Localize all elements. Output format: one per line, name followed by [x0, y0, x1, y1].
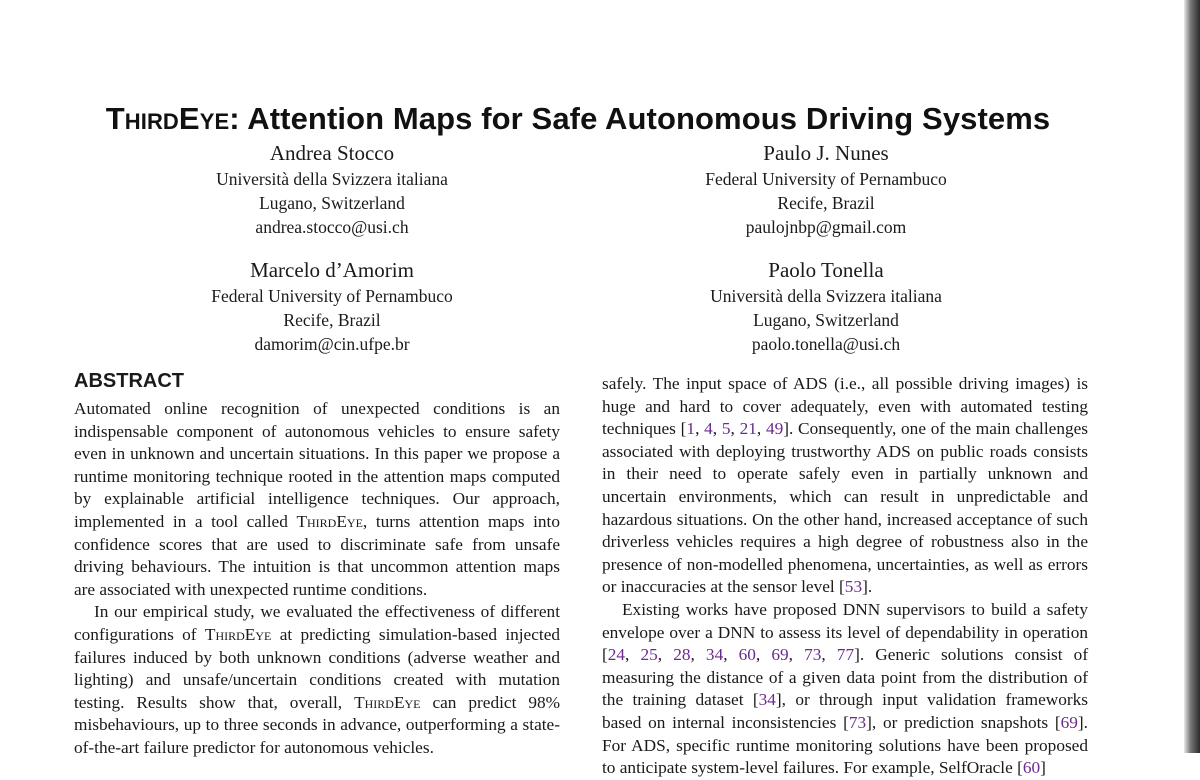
text-run: Existing works have proposed DNN supervisors to build a safety envelope over a DNN to assess its level of dependability in operation [ [602, 599, 1088, 665]
text-run: ]. [862, 577, 873, 597]
intro-paragraph-1: safely. The input space of ADS (i.e., all possible driving images) is huge and hard to cover adequately, even with automated testing techniques [1, 4, 5, 21, 49]. Consequently, one of the main challenges associated with deploying trustworthy ADS on public roads consists in their need to operate safely even in partially unknown and uncertain environments, which can result in unpredictable and hazardous situations. On the other hand, increased acceptance of such driverless vehicles requires a high degree of robustness also in the presence of non-modelled phenomena, uncertainties, as well as errors or inaccuracies at the sensor level [53]. [602, 374, 1089, 597]
text-run: Automated online recognition of unexpected conditions is an indispensable component of autonomous vehicles to ensure safety even in unknown and uncertain situations. In this paper we propose a runtime monitoring technique rooted in the attention maps computed by explainable artificial intelligence techniques. Our approach, implemented in a tool called [74, 399, 560, 531]
author-location: Recife, Brazil [283, 310, 381, 330]
author-affiliation: Università della Svizzera italiana [710, 286, 942, 306]
author-name: Andrea Stocco [269, 141, 395, 165]
text-run: ] [1040, 758, 1046, 778]
citation-link[interactable]: 49 [765, 419, 784, 439]
author-email: paulojnbp@gmail.com [745, 217, 907, 237]
abstract-paragraph-2 [74, 601, 560, 759]
author-email: andrea.stocco@usi.ch [255, 217, 409, 237]
tool-name: ThirdEye [105, 100, 230, 136]
author-name: Paulo J. Nunes [763, 141, 889, 165]
author-block-stocco [122, 139, 542, 239]
citation-link[interactable]: 69 [771, 645, 789, 665]
author-block-damorim [122, 256, 542, 356]
author-block-tonella [616, 256, 1036, 356]
citation-link[interactable]: 4 [704, 419, 713, 439]
title-rest: : Attention Maps for Safe Autonomous Driving Systems [229, 100, 1051, 136]
tool-name: ThirdEye [354, 692, 421, 712]
text-run: can predict 98% misbehaviours, up to three seconds in advance, outperforming a state-of-the-art failure predictor for autonomous vehicles. [74, 692, 560, 757]
author-affiliation: Federal University of Pernambuco [211, 286, 453, 306]
citation-link[interactable]: 28 [673, 645, 691, 665]
text-run: ], or prediction snapshots [ [866, 712, 1061, 732]
citation-link[interactable]: 60 [738, 645, 756, 665]
author-name: Marcelo d’Amorim [250, 258, 414, 282]
text-run: ]. Consequently, one of the main challenges associated with deploying trustworthy ADS on public roads consists in their need to operate safely even in partially unknown and uncertain environments, which can result in unpredictable and hazardous situations. On the other hand, increased acceptance of such driverless vehicles requires a high degree of robustness also in the presence of non-modelled phenomena, uncertainties, as well as errors or inaccuracies at the sensor level [ [602, 419, 1089, 597]
author-email: damorim@cin.ufpe.br [254, 334, 410, 354]
citation-link[interactable]: 60 [1022, 758, 1041, 778]
author-block-nunes [616, 139, 1036, 239]
author-location: Lugano, Switzerland [753, 310, 899, 330]
citation-link[interactable]: 21 [739, 419, 757, 439]
author-name: Paolo Tonella [768, 258, 884, 282]
author-location: Recife, Brazil [777, 193, 875, 213]
author-location: Lugano, Switzerland [259, 193, 405, 213]
text-run: ], or through input validation frameworks based on internal inconsistencies [ [602, 690, 1089, 732]
text-run: safely. The input space of ADS (i.e., all possible driving images) is huge and hard to cover adequately, even with automated testing techniques [ [602, 374, 1088, 439]
text-run: ]. Generic solutions consist of measuring the distance of a given data point from the distribution of the training dataset [ [602, 645, 1089, 710]
citation-link[interactable]: 34 [705, 645, 724, 665]
citation-link[interactable]: 77 [836, 645, 855, 665]
text-run: at predicting simulation-based injected failures induced by both unknown conditions (adverse weather and lighting) and unsafe/uncertain conditions created with mutation testing. Results show that, overall, [74, 624, 561, 712]
left-column [74, 367, 560, 760]
citation-link[interactable]: 34 [758, 690, 776, 710]
citation-link[interactable]: 24 [607, 645, 626, 665]
right-column [602, 373, 1088, 780]
citation-link[interactable]: 25 [640, 645, 658, 665]
text-run: ]. For ADS, specific runtime monitoring solutions have been proposed to anticipate system-level failures. For example, SelfOracle [ [602, 712, 1088, 778]
intro-paragraph-2: Existing works have proposed DNN supervisors to build a safety envelope over a DNN to assess its level of dependability in operation [24, 25, 28, 34, 60, 69, 73, 77]. Generic solutions consist of measuring the distance of a given data point from the distribution of the training dataset [34], or through input validation frameworks based on internal inconsistencies [73], or prediction snapshots [69]. For ADS, specific runtime monitoring solutions have been proposed to anticipate system-level failures. For example, SelfOracle [60] [602, 599, 1089, 778]
citation-link[interactable]: 69 [1060, 712, 1078, 732]
paper-title [0, 101, 1156, 137]
citation-link[interactable]: 73 [804, 645, 822, 665]
text-run: In our empirical study, we evaluated the effectiveness of different configurations of [74, 602, 560, 644]
text-run: , turns attention maps into confidence scores that are used to discriminate safe from unsafe driving behaviours. The intuition is that uncommon attention maps are associated with unexpected runtime conditions. [74, 511, 560, 599]
citation-link[interactable]: 5 [721, 419, 731, 439]
author-affiliation: Università della Svizzera italiana [216, 169, 448, 189]
citation-link[interactable]: 53 [844, 577, 863, 597]
author-affiliation: Federal University of Pernambuco [705, 169, 947, 189]
tool-name: ThirdEye [296, 511, 363, 531]
citation-link[interactable]: 1 [686, 419, 696, 439]
author-email: paolo.tonella@usi.ch [751, 334, 901, 354]
citation-link[interactable]: 73 [848, 712, 867, 732]
abstract-heading: ABSTRACT [74, 370, 184, 392]
abstract-paragraph-1 [74, 398, 560, 601]
page-edge-shadow [1184, 0, 1200, 753]
tool-name: ThirdEye [204, 624, 272, 644]
